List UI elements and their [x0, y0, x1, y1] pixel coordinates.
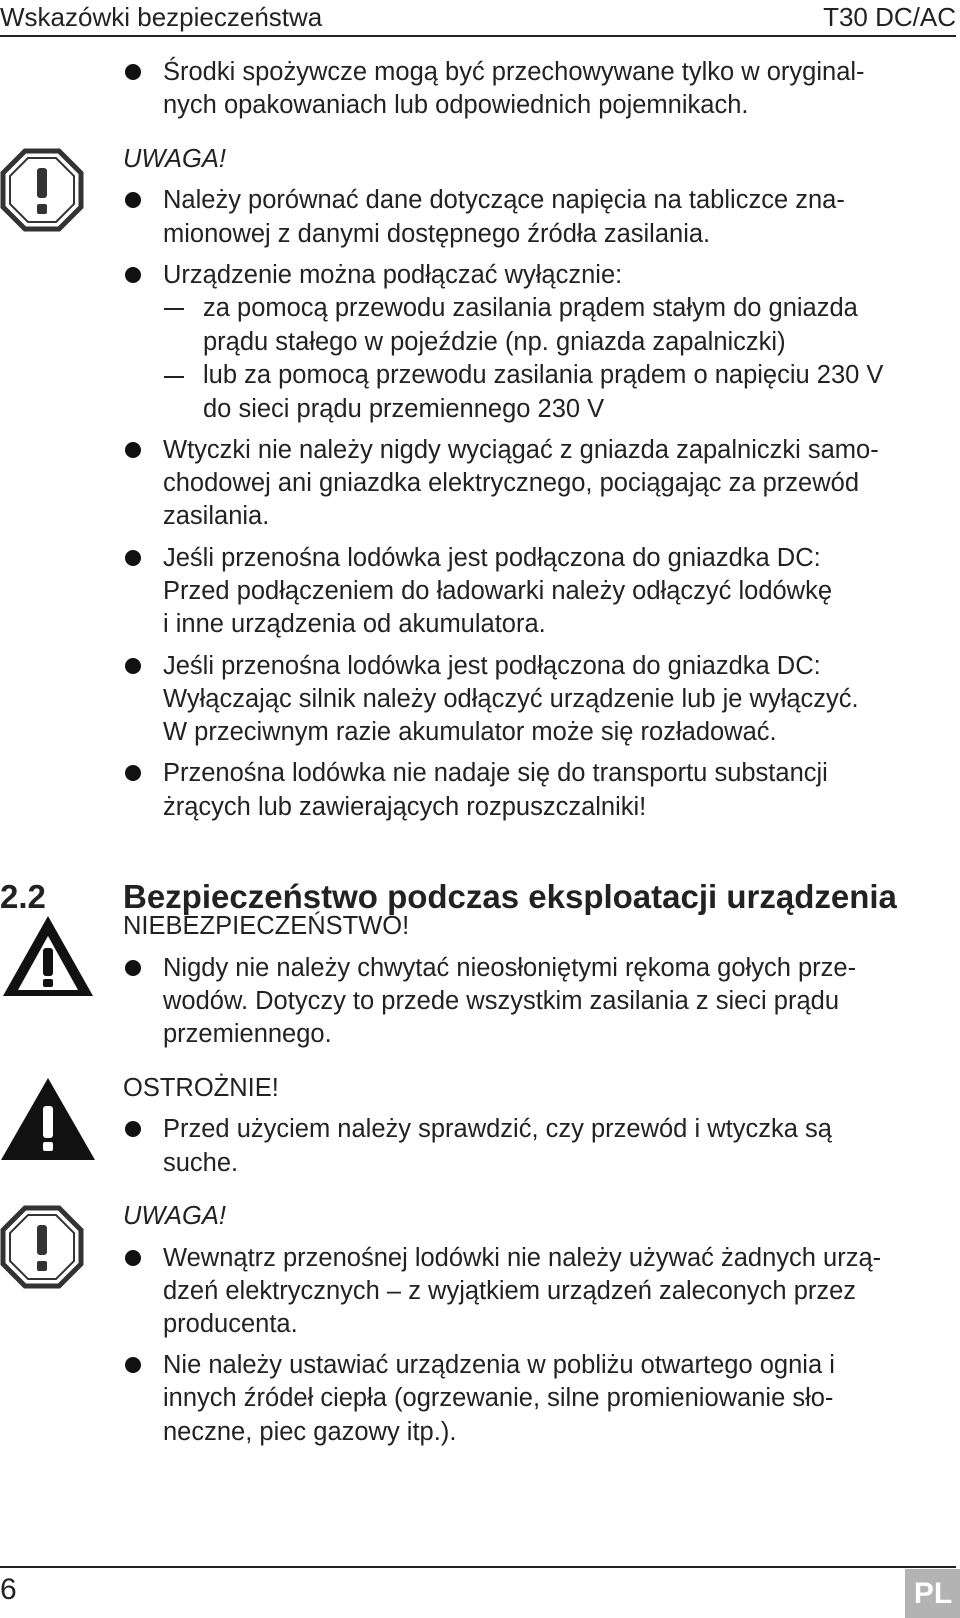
text-line: suche. — [163, 1149, 239, 1177]
bullet-icon — [125, 267, 141, 283]
text-line: Wyłączając silnik należy odłączyć urządzenie lub je wyłączyć. — [163, 685, 859, 713]
section-heading: Bezpieczeństwo podczas eksploatacji urządzenia — [123, 878, 897, 915]
text-line: Przed podłączeniem do ładowarki należy odłączyć lodówkę — [163, 577, 833, 605]
text-line: Nie należy ustawiać urządzenia w pobliżu otwartego ognia i — [163, 1351, 835, 1379]
text-line: Przenośna lodówka nie nadaje się do transportu substancji — [163, 759, 828, 787]
header-title: Wskazówki bezpieczeństwa — [0, 2, 323, 32]
notice-octagon-icon — [0, 1205, 84, 1289]
text-line: za pomocą przewodu zasilania prądem stałym do gniazda — [203, 294, 858, 322]
footer-divider — [0, 1566, 956, 1568]
text-line: zasilania. — [163, 502, 270, 530]
danger-warning-icon — [0, 912, 96, 998]
text-line: nych opakowaniach lub odpowiednich pojemnikach. — [163, 91, 749, 119]
text-line: innych źródeł ciepła (ogrzewanie, silne promieniowanie sło- — [163, 1384, 834, 1412]
text-line: wodów. Dotyczy to przede wszystkim zasilania z sieci prądu — [163, 987, 840, 1015]
page-number: 6 — [0, 1573, 17, 1606]
caution-label: OSTROŻNIE! — [123, 1074, 279, 1102]
bullet-icon — [125, 550, 141, 566]
bullet-icon — [125, 1250, 141, 1266]
bullet-icon — [125, 658, 141, 674]
text-line: Jeśli przenośna lodówka jest podłączona do gniazdka DC: — [163, 652, 821, 680]
text-line: Należy porównać dane dotyczące napięcia na tabliczce zna- — [163, 186, 845, 214]
notice-label: UWAGA! — [123, 145, 226, 173]
text-line: i inne urządzenia od akumulatora. — [163, 610, 546, 638]
bullet-icon — [125, 1121, 141, 1137]
caution-warning-icon — [0, 1076, 96, 1162]
text-line: mionowej z danymi dostępnego źródła zasilania. — [163, 220, 711, 248]
text-line: Wtyczki nie należy nigdy wyciągać z gniazda zapalniczki samo- — [163, 436, 879, 464]
text-line: przemiennego. — [163, 1020, 332, 1048]
header-model: T30 DC/AC — [823, 2, 956, 32]
bullet-icon — [125, 765, 141, 781]
bullet-icon — [125, 960, 141, 976]
text-line: Nigdy nie należy chwytać nieosłoniętymi rękoma gołych prze- — [163, 954, 857, 982]
text-line: chodowej ani gniazdka elektrycznego, pociągając za przewód — [163, 469, 860, 497]
text-line: dzeń elektrycznych – z wyjątkiem urządzeń zaleconych przez — [163, 1277, 857, 1305]
text-line: Przed użyciem należy sprawdzić, czy przewód i wtyczka są — [163, 1115, 832, 1143]
section-number: 2.2 — [0, 878, 46, 915]
text-line: Wewnątrz przenośnej lodówki nie należy używać żadnych urzą- — [163, 1244, 882, 1272]
text-line: do sieci prądu przemiennego 230 V — [203, 395, 605, 423]
text-line: żrących lub zawierających rozpuszczalniki! — [163, 793, 647, 821]
header-divider — [0, 35, 956, 37]
text-line: Urządzenie można podłączać wyłącznie: — [163, 261, 623, 289]
bullet-icon — [125, 442, 141, 458]
language-badge: PL — [905, 1569, 960, 1618]
text-line: Jeśli przenośna lodówka jest podłączona do gniazdka DC: — [163, 544, 821, 572]
dash-marker — [164, 376, 184, 378]
bullet-icon — [125, 1357, 141, 1373]
text-line: lub za pomocą przewodu zasilania prądem o napięciu 230 V — [203, 361, 884, 389]
danger-label: NIEBEZPIECZEŃSTWO! — [123, 912, 410, 940]
bullet-icon — [125, 64, 141, 80]
text-line: W przeciwnym razie akumulator może się rozładować. — [163, 718, 777, 746]
text-line: producenta. — [163, 1310, 298, 1338]
text-line: prądu stałego w pojeździe (np. gniazda zapalniczki) — [203, 328, 786, 356]
notice-octagon-icon — [0, 148, 84, 232]
dash-marker — [164, 308, 184, 310]
page-header — [0, 0, 960, 36]
bullet-icon — [125, 192, 141, 208]
text-line: neczne, piec gazowy itp.). — [163, 1418, 457, 1446]
text-line: Środki spożywcze mogą być przechowywane tylko w oryginal- — [163, 58, 865, 86]
notice-label: UWAGA! — [123, 1202, 226, 1230]
